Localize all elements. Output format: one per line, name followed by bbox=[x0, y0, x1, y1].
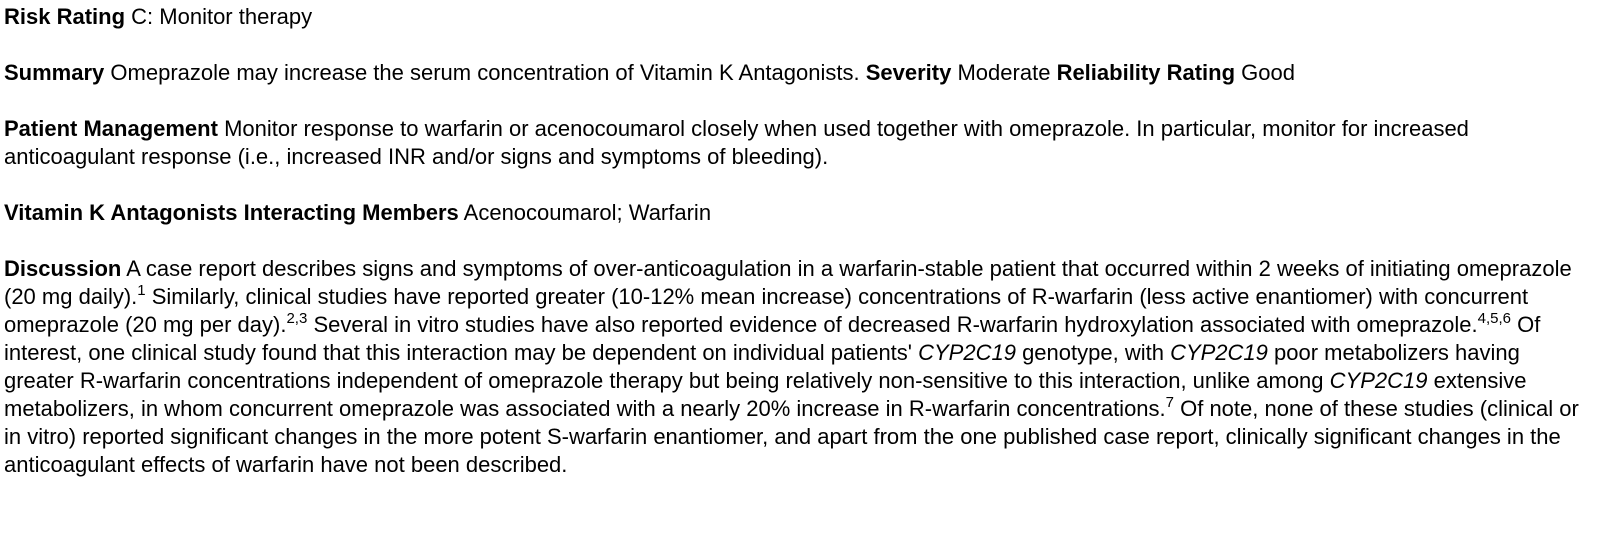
discussion-text: A case report describes signs and symptoms of over-anticoagulation in a warfarin-stable patient that occurred within 2 weeks of initiating omeprazole (20 mg daily). bbox=[4, 256, 1572, 309]
discussion-text: Similarly, clinical studies have reported greater (10-12% mean increase) concentrations of R-warfarin (less active enantiomer) with concurrent omeprazole (20 mg per day). bbox=[4, 284, 1529, 337]
reference-superscript: 7 bbox=[1165, 393, 1174, 411]
summary-label: Summary bbox=[4, 60, 105, 85]
discussion-text: Of note, none of these studies (clinical or in vitro) reported significant changes in the more potent S-warfarin enantiomer, and apart from the one published case report, clinically significant changes in the anticoagulant effects of warfarin have not been described. bbox=[4, 396, 1579, 477]
patient-management-text: Monitor response to warfarin or acenocoumarol closely when used together with omeprazole. In particular, monitor for increased anticoagulant response (i.e., increased INR and/or signs and symptoms of bleeding). bbox=[4, 116, 1469, 169]
patient-management-label: Patient Management bbox=[4, 116, 218, 141]
risk-rating-section bbox=[4, 3, 1588, 31]
summary-section bbox=[4, 59, 1588, 87]
summary-text: Omeprazole may increase the serum concentration of Vitamin K Antagonists. bbox=[110, 60, 860, 85]
discussion-text: extensive metabolizers, in whom concurrent omeprazole was associated with a nearly 20% increase in R-warfarin concentrations. bbox=[4, 368, 1527, 421]
risk-rating-value: C: Monitor therapy bbox=[131, 4, 313, 29]
discussion-text: genotype, with bbox=[1015, 340, 1171, 365]
gene-name: CYP2C19 bbox=[1329, 368, 1428, 393]
discussion-text: Of interest, one clinical study found that this interaction may be dependent on individual patients' bbox=[4, 312, 1541, 365]
discussion-text: poor metabolizers having greater R-warfarin concentrations independent of omeprazole therapy but being relatively non-sensitive to this interaction, unlike among bbox=[4, 340, 1520, 393]
severity-label: Severity bbox=[865, 60, 952, 85]
discussion-text: Several in vitro studies have also reported evidence of decreased R-warfarin hydroxylation associated with omeprazole. bbox=[307, 312, 1478, 337]
reference-superscript: 4,5,6 bbox=[1477, 309, 1511, 327]
reliability-rating-value: Good bbox=[1241, 60, 1295, 85]
reference-superscript: 1 bbox=[137, 281, 146, 299]
interacting-members-text: Acenocoumarol; Warfarin bbox=[463, 200, 712, 225]
interacting-members-section bbox=[4, 199, 1588, 227]
reference-superscript: 2,3 bbox=[286, 309, 308, 327]
interacting-members-label: Vitamin K Antagonists Interacting Members bbox=[4, 200, 459, 225]
gene-name: CYP2C19 bbox=[918, 340, 1016, 365]
severity-value: Moderate bbox=[957, 60, 1051, 85]
discussion-label: Discussion bbox=[4, 256, 122, 281]
reliability-rating-label: Reliability Rating bbox=[1056, 60, 1236, 85]
risk-rating-label: Risk Rating bbox=[4, 4, 126, 29]
gene-name: CYP2C19 bbox=[1170, 340, 1268, 365]
patient-management-section bbox=[4, 115, 1588, 171]
discussion-section bbox=[4, 255, 1588, 479]
